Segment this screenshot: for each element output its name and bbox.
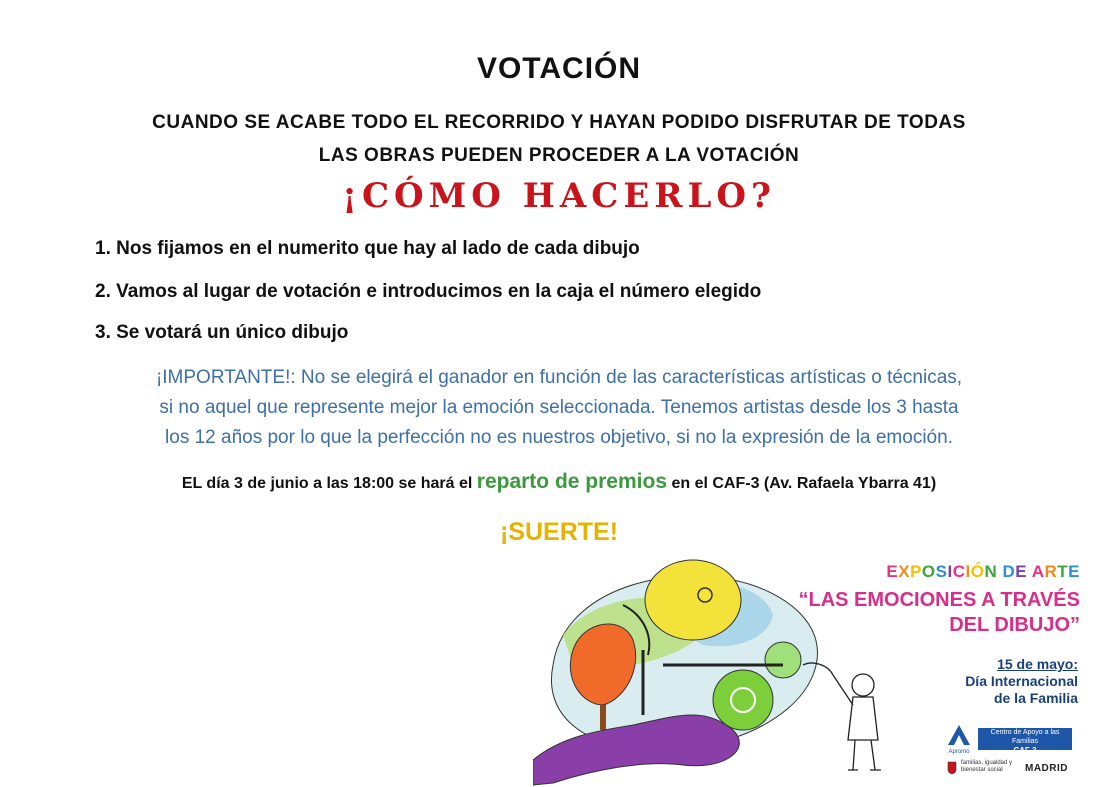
expo-title-letter: P — [910, 562, 922, 581]
event-text-after: en el CAF-3 (Av. Rafaela Ybarra 41) — [667, 475, 937, 492]
expo-subtitle-line-1: “LAS EMOCIONES A TRAVÉS — [798, 589, 1080, 611]
step-1: 1. Nos fijamos en el numerito que hay al lado de cada dibujo — [95, 238, 640, 259]
expo-subtitle — [740, 588, 1080, 638]
expo-title-letter: D — [1002, 562, 1016, 581]
expo-title-letter: I — [965, 562, 971, 581]
purple-wave — [533, 715, 739, 785]
child-figure — [803, 663, 881, 770]
family-day-info — [900, 656, 1078, 707]
event-text-before: EL día 3 de junio a las 18:00 se hará el — [181, 475, 477, 492]
expo-title-letter: O — [921, 562, 936, 581]
caf-badge — [978, 728, 1072, 755]
expo-title-letter: E — [886, 562, 899, 581]
department-label: familias, igualdad y bienestar social — [961, 760, 1013, 773]
expo-title-letter: R — [1044, 562, 1058, 581]
family-day-line-2: de la Familia — [993, 690, 1078, 706]
important-line-1: ¡IMPORTANTE!: No se elegirá el ganador en función de las características artísticas o técnicas, — [155, 367, 963, 388]
expo-title-letter: X — [898, 562, 911, 581]
madrid-label: MADRID — [1025, 763, 1068, 774]
howto-heading: ¡CÓMO HACERLO? — [342, 176, 776, 216]
family-day-date: 15 de mayo: — [997, 656, 1078, 672]
expo-title-letter: E — [1068, 562, 1080, 581]
intro-line-1: CUANDO SE ACABE TODO EL RECORRIDO Y HAYAN PODIDO DISFRUTAR DE TODAS — [152, 112, 966, 133]
expo-title-letter: C — [952, 562, 966, 581]
expo-title-letter: E — [1015, 562, 1028, 581]
important-line-2: si no aquel que represente mejor la emoción seleccionada. Tenemos artistas desde los 3 hasta — [159, 397, 959, 418]
expo-subtitle-line-2: DEL DIBUJO” — [949, 614, 1080, 636]
apromo-label: Apromo — [948, 749, 970, 755]
caf-line-2: CAF 3 — [1013, 746, 1037, 755]
caf-line-1: Centro de Apoyo a las Familias — [990, 729, 1060, 745]
expo-title-letter: N — [984, 562, 998, 581]
intro-text — [0, 106, 1118, 172]
madrid-crest-icon — [947, 761, 957, 775]
event-info — [0, 470, 1118, 494]
important-note — [0, 363, 1118, 453]
expo-title-letter: S — [935, 562, 948, 581]
expo-title — [760, 562, 1080, 582]
expo-title-letter: I — [947, 562, 953, 581]
green-circle-large — [713, 670, 773, 730]
luck-text: ¡SUERTE! — [499, 518, 619, 546]
step-2: 2. Vamos al lugar de votación e introducimos en la caja el número elegido — [95, 281, 762, 302]
expo-title-letter: A — [1031, 562, 1045, 581]
expo-title-letter: T — [1057, 562, 1069, 581]
event-highlight: reparto de premios — [476, 470, 668, 493]
family-day-line-1: Día Internacional — [965, 673, 1078, 689]
step-3: 3. Se votará un único dibujo — [95, 322, 349, 343]
yellow-shape — [645, 560, 741, 640]
apromo-logo-icon — [946, 723, 972, 755]
footer-logos — [947, 760, 1077, 778]
expo-title-letter: Ó — [970, 562, 985, 581]
page-title: VOTACIÓN — [476, 52, 642, 85]
important-line-3: los 12 años por lo que la perfección no es nuestros objetivo, si no la expresión de la emoción. — [165, 427, 953, 448]
intro-line-2: LAS OBRAS PUEDEN PROCEDER A LA VOTACIÓN — [318, 145, 800, 166]
green-circle-small — [765, 642, 801, 678]
